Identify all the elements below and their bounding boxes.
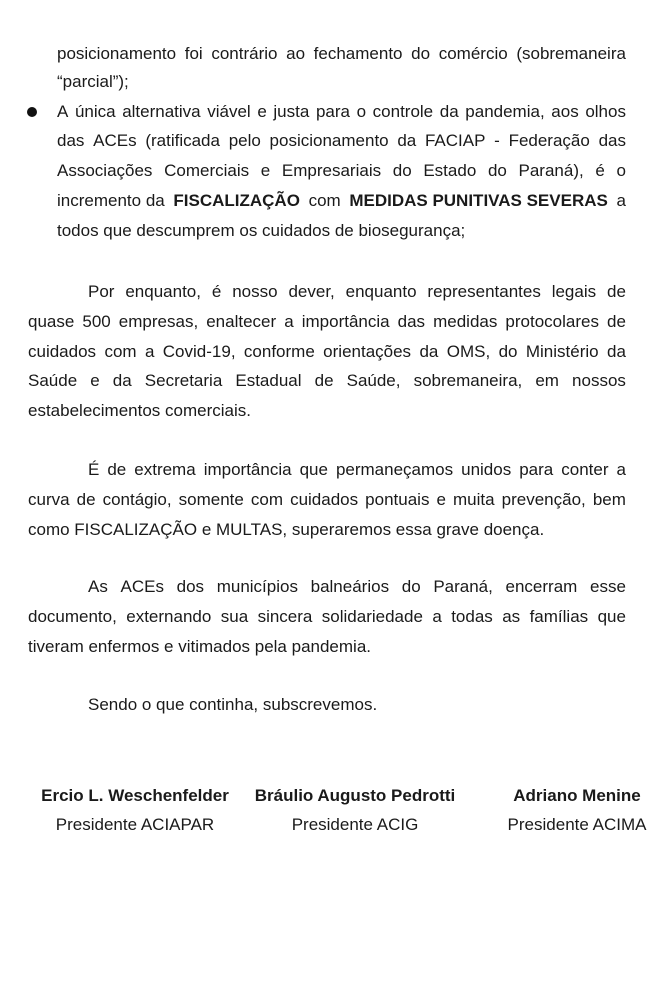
para3-line2 xyxy=(28,607,626,627)
para2-line1 xyxy=(88,460,626,480)
para3-line1 xyxy=(88,577,626,597)
signature-block-1 xyxy=(20,786,250,835)
para1-line3 xyxy=(28,342,626,362)
bullet1-line1 xyxy=(57,44,626,64)
para1-line2 xyxy=(28,312,626,332)
bullet2-line4-row xyxy=(57,191,626,211)
para2-line1-text: É de extrema importância que permaneçamos unidos para conter a xyxy=(88,460,626,479)
bullet2-line2-text: das ACEs (ratificada pelo posicionamento da FACIAP - Federação das xyxy=(57,131,626,150)
bullet2-line4 xyxy=(57,191,626,211)
bullet2-line3-text: Associações Comerciais e Empresariais do Estado do Paraná), é o xyxy=(57,161,626,180)
para3-line3: tiveram enfermos e vitimados pela pandemia. xyxy=(28,637,371,656)
signature-block-2 xyxy=(245,786,465,835)
bullet2-line4-pre: incremento da xyxy=(57,191,170,210)
para1-line5: estabelecimentos comerciais. xyxy=(28,401,251,420)
bullet2-line4-mid: com xyxy=(303,191,346,210)
signatory-role: Presidente ACIG xyxy=(291,815,419,834)
para1-line4-text: Saúde e da Secretaria Estadual de Saúde, sobremaneira, em nossos xyxy=(28,371,626,390)
bullet2-line3 xyxy=(57,161,626,181)
para1-line3-text: cuidados com a Covid-19, conforme orientações da OMS, do Ministério da xyxy=(28,342,626,361)
para1-line2-text: quase 500 empresas, enaltecer a importância das medidas protocolares de xyxy=(28,312,626,331)
closing-line: Sendo o que continha, subscrevemos. xyxy=(88,695,378,714)
para3-line2-text: documento, externando sua sincera solidariedade a todas as famílias que xyxy=(28,607,626,626)
signatory-name: Adriano Menine xyxy=(513,786,641,805)
bullet1-line1-text: posicionamento foi contrário ao fechamento do comércio (sobremaneira xyxy=(57,44,626,63)
para1-line1-text: Por enquanto, é nosso dever, enquanto representantes legais de xyxy=(88,282,626,301)
signatory-role: Presidente ACIMA xyxy=(507,815,647,834)
signature-block-3 xyxy=(493,786,661,835)
para1-line4 xyxy=(28,371,626,391)
bullet-icon xyxy=(27,107,37,117)
para2-line3: como FISCALIZAÇÃO e MULTAS, superaremos essa grave doença. xyxy=(28,520,545,539)
bullet2-line4-bold2: MEDIDAS PUNITIVAS SEVERAS xyxy=(349,191,608,210)
para1-line1 xyxy=(88,282,626,302)
bullet2-line2 xyxy=(57,131,626,151)
signatory-role: Presidente ACIAPAR xyxy=(55,815,215,834)
bullet2-line4-bold1: FISCALIZAÇÃO xyxy=(173,191,300,210)
para2-line2-text: curva de contágio, somente com cuidados pontuais e muita prevenção, bem xyxy=(28,490,626,509)
signatory-name: Ercio L. Weschenfelder xyxy=(41,786,229,805)
bullet2-line1 xyxy=(57,102,626,122)
bullet1-line2: “parcial”); xyxy=(57,72,129,91)
bullet2-line1-text: A única alternativa viável e justa para o controle da pandemia, aos olhos xyxy=(57,102,626,121)
bullet2-line5: todos que descumprem os cuidados de biosegurança; xyxy=(57,221,466,240)
para2-line2 xyxy=(28,490,626,510)
bullet2-line4-post: a xyxy=(611,191,626,210)
signatory-name: Bráulio Augusto Pedrotti xyxy=(254,786,456,805)
para3-line1-text: As ACEs dos municípios balneários do Paraná, encerram esse xyxy=(88,577,626,596)
